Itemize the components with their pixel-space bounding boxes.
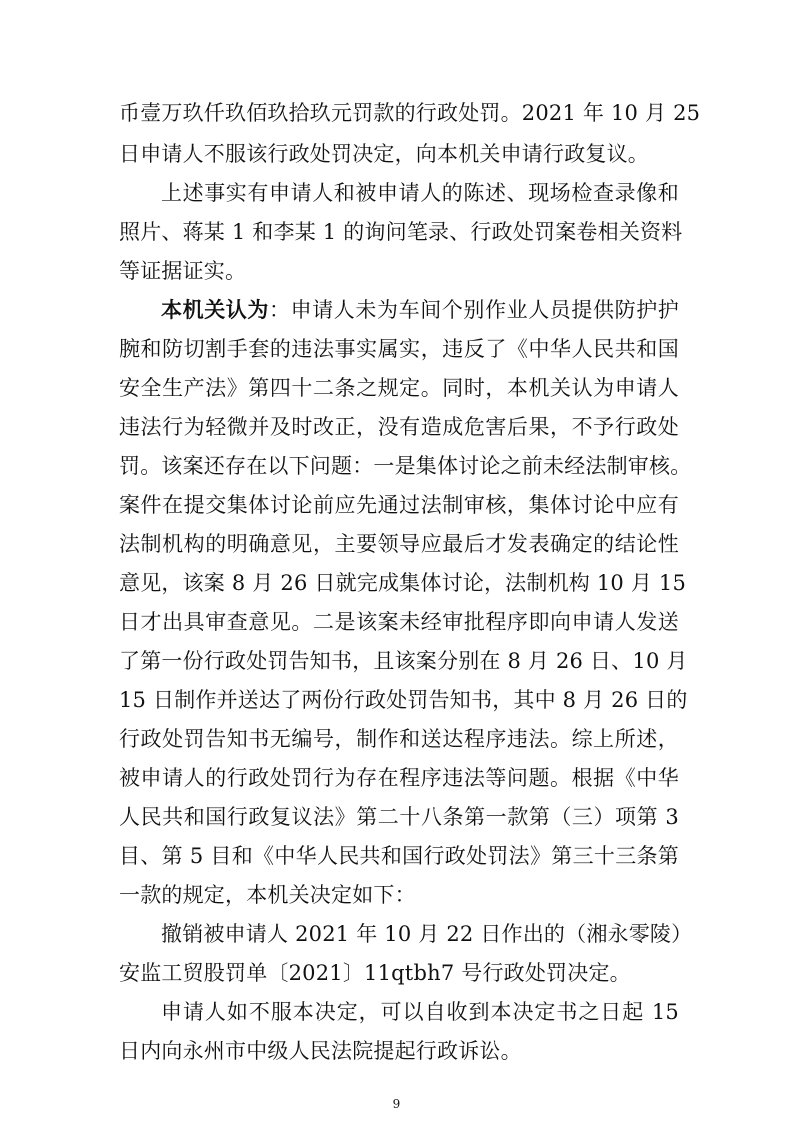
page-number: 9 [392,1097,401,1111]
lead-in-heading: 本机关认为 [161,297,269,322]
paragraph-3-line-10: 了第一份行政处罚告知书，且该案分别在 8 月 26 日、10 月 [119,649,688,673]
paragraph-3-line-6: 案件在提交集体讨论前应先通过法制审核，集体讨论中应有 [119,493,679,517]
paragraph-2-line-3: 等证据证实。 [119,259,247,283]
paragraph-3-line-12: 行政处罚告知书无编号，制作和送达程序违法。综上所述， [119,727,679,751]
paragraph-5-line-1: 申请人如不服本决定，可以自收到本决定书之日起 15 [161,1000,679,1024]
paragraph-3-line-4: 违法行为轻微并及时改正，没有造成危害后果，不予行政处 [119,415,679,439]
paragraph-3-line-7: 法制机构的明确意见，主要领导应最后才发表确定的结论性 [119,532,679,556]
paragraph-3-line-16: 一款的规定，本机关决定如下： [119,883,416,907]
paragraph-3-line-9: 日才出具审查意见。二是该案未经审批程序即向申请人发送 [119,610,679,634]
paragraph-5-line-2: 日内向永州市中级人民法院提起行政诉讼。 [119,1039,522,1063]
paragraph-3-line-11: 15 日制作并送达了两份行政处罚告知书，其中 8 月 26 日的 [119,688,688,712]
paragraph-3-line-5: 罚。该案还存在以下问题：一是集体讨论之前未经法制审核。 [119,454,692,478]
paragraph-3-line-13: 被申请人的行政处罚行为存在程序违法等问题。根据《中华 [119,766,679,790]
paragraph-1-line-1: 币壹万玖仟玖佰玖拾玖元罚款的行政处罚。2021 年 10 月 25 [119,101,701,125]
paragraph-2-line-1: 上述事实有申请人和被申请人的陈述、现场检查录像和 [161,181,679,205]
paragraph-3-line-1 [161,296,679,324]
paragraph-2-line-2: 照片、蒋某 1 和李某 1 的询问笔录、行政处罚案卷相关资料 [119,220,683,244]
paragraph-3-line-15: 目、第 5 目和《中华人民共和国行政处罚法》第三十三条第 [119,844,679,868]
paragraph-3-line-3: 安全生产法》第四十二条之规定。同时，本机关认为申请人 [119,376,679,400]
paragraph-3-line-2: 腕和防切割手套的违法事实属实，违反了《中华人民共和国 [119,337,679,361]
paragraph-4-line-1: 撤销被申请人 2021 年 10 月 22 日作出的（湘永零陵） [161,922,693,946]
paragraph-1-line-2: 日申请人不服该行政处罚决定，向本机关申请行政复议。 [119,142,649,166]
paragraph-3-line-8: 意见，该案 8 月 26 日就完成集体讨论，法制机构 10 月 15 [119,571,687,595]
paragraph-4-line-2: 安监工贸股罚单〔2021〕11qtbh7 号行政处罚决定。 [119,961,631,985]
paragraph-3-line-14: 人民共和国行政复议法》第二十八条第一款第（三）项第 3 [119,805,679,829]
paragraph-3-line-1-text: ：申请人未为车间个别作业人员提供防护护 [269,298,679,322]
